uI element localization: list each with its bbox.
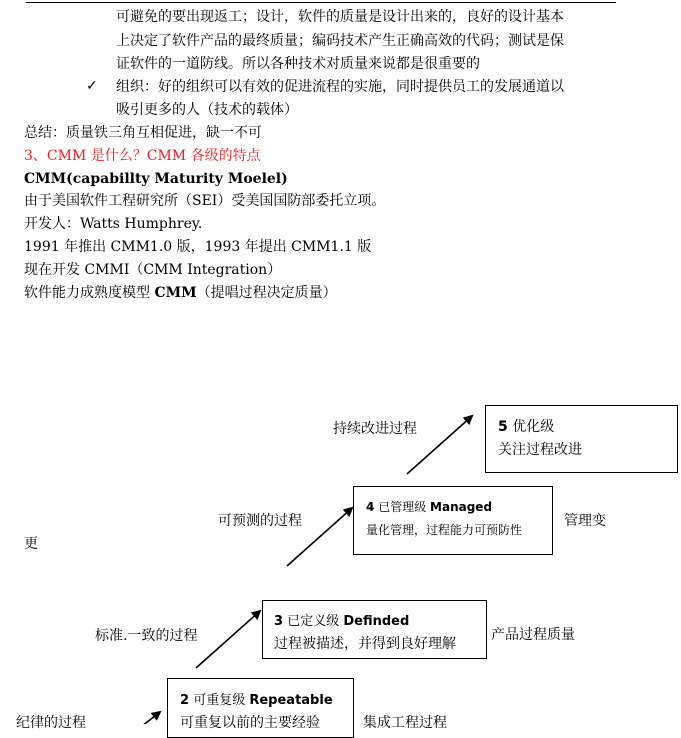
arrow-label-standard: 标准.一致的过程 <box>95 628 198 644</box>
bullet-line-2: 吸引更多的人（技术的载体） <box>116 102 298 118</box>
arrow-to-level-3 <box>196 611 260 668</box>
level-4-title <box>366 498 492 515</box>
side-label-level-3: 产品过程质量 <box>491 627 575 643</box>
checkmark-icon: ✓ <box>86 78 98 94</box>
side-label-level-2: 集成工程过程 <box>363 715 447 731</box>
level-4-name: 已管理级 <box>378 500 427 514</box>
level-3-desc: 过程被描述，并得到良好理解 <box>274 636 456 652</box>
level-5-title <box>498 416 554 436</box>
level-4-desc: 量化管理，过程能力可预防性 <box>366 523 523 537</box>
level-3-en: Definded <box>343 614 410 629</box>
paragraph-line-3: 证软件的一道防线。所以各种技术对质量来说都是很重要的 <box>116 56 480 72</box>
model-line-bold: CMM <box>154 285 197 301</box>
paragraph-line-1: 可避免的要出现返工；设计，软件的质量是设计出来的，良好的设计基本 <box>116 9 564 25</box>
level-3-title <box>274 610 409 629</box>
text-line-4: 现在开发 CMMI（CMM Integration） <box>24 262 282 278</box>
text-line-1: 由于美国软件工程研究所（SEI）受美国国防部委托立项。 <box>24 193 386 209</box>
level-3-name: 已定义级 <box>287 614 340 629</box>
side-label-level-4: 管理变 <box>564 513 606 529</box>
text-line-2: 开发人：Watts Humphrey. <box>24 216 203 232</box>
level-2-en: Repeatable <box>249 693 333 708</box>
paragraph-line-2: 上决定了软件产品的最终质量；编码技术产生正确高效的代码；测试是保 <box>116 33 564 49</box>
section-heading: 3、CMM 是什么？CMM 各级的特点 <box>24 148 261 164</box>
level-4-num: 4 <box>366 500 375 514</box>
arrow-label-continuous: 持续改进过程 <box>333 421 417 437</box>
level-5-box <box>485 405 678 473</box>
level-3-num: 3 <box>274 614 284 629</box>
level-2-box <box>167 678 354 738</box>
level-5-num: 5 <box>498 419 508 435</box>
level-5-desc: 关注过程改进 <box>498 442 582 458</box>
text-line-3: 1991 年推出 CMM1.0 版，1993 年提出 CMM1.1 版 <box>24 239 372 255</box>
model-line-suffix: （提唱过程决定质量） <box>196 285 337 301</box>
level-2-name: 可重复级 <box>193 693 246 708</box>
level-2-title <box>180 689 333 708</box>
level-4-en: Managed <box>430 500 493 514</box>
level-5-name: 优化级 <box>512 419 555 435</box>
arrow-label-discipline: 纪律的过程 <box>16 715 86 731</box>
side-label-level-4-wrap: 更 <box>24 536 38 552</box>
arrow-to-level-2 <box>124 712 160 724</box>
level-3-box <box>262 600 487 659</box>
level-4-box <box>353 486 553 555</box>
arrow-label-predictable: 可预测的过程 <box>218 513 302 529</box>
model-line-prefix: 软件能力成熟度模型 <box>24 285 155 301</box>
level-2-num: 2 <box>180 693 190 708</box>
level-2-desc: 可重复以前的主要经验 <box>180 715 320 731</box>
cmm-full-name: CMM(capabillty Maturity Moelel) <box>24 171 288 187</box>
summary-line: 总结：质量铁三角互相促进，缺一不可 <box>24 125 262 141</box>
bullet-line-1: 组织：好的组织可以有效的促进流程的实施，同时提供员工的发展通道以 <box>116 79 564 95</box>
